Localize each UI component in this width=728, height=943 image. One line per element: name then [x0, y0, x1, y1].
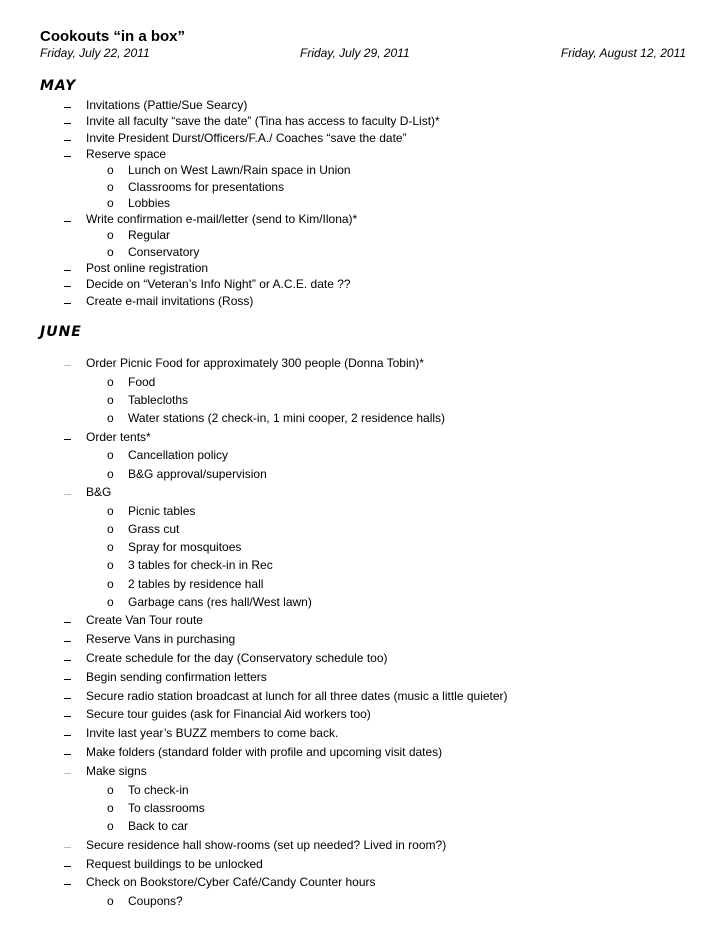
document-title: Cookouts “in a box” — [40, 28, 186, 45]
sub-bullet: o — [107, 411, 114, 426]
event-date-3: Friday, August 12, 2011 — [560, 46, 686, 60]
checkbox-line — [64, 357, 71, 366]
checklist-item: Invite President Durst/Officers/F.A./ Coaches “save the date” — [86, 130, 407, 145]
checklist-item: Create schedule for the day (Conservatory schedule too) — [86, 650, 388, 665]
checklist-item: Post online registration — [86, 261, 209, 275]
sub-bullet: o — [107, 801, 114, 816]
sub-bullet: o — [107, 783, 114, 797]
checklist-subitem: 3 tables for check-in in Rec — [128, 558, 273, 573]
checklist-item: Invite all faculty “save the date” (Tina has access to faculty D-List)* — [86, 114, 440, 129]
checkbox-line — [64, 278, 71, 287]
checkbox-line — [64, 765, 71, 774]
sub-bullet: o — [107, 594, 114, 609]
checklist-item: Create e-mail invitations (Ross) — [86, 293, 254, 308]
checklist-item: Begin sending confirmation letters — [86, 669, 267, 684]
checklist-item: Create Van Tour route — [86, 612, 203, 627]
sub-bullet: o — [107, 228, 114, 243]
checklist-subitem: To classrooms — [128, 801, 205, 816]
checklist-item: Secure tour guides (ask for Financial Aid workers too) — [86, 707, 371, 722]
checkbox-line — [64, 132, 71, 141]
checkbox-line — [64, 148, 71, 157]
checkbox-line — [64, 727, 71, 736]
checklist-item: Reserve space — [86, 146, 167, 161]
checkbox-line — [64, 431, 71, 440]
checkbox-line — [64, 99, 71, 108]
checklist-subitem: B&G approval/supervision — [128, 466, 267, 481]
checkbox-line — [64, 115, 71, 124]
event-date-1: Friday, July 22, 2011 — [40, 46, 150, 60]
sub-bullet: o — [107, 558, 114, 573]
checkbox-line — [64, 614, 71, 623]
sub-bullet: o — [107, 503, 114, 518]
checklist-item: Secure radio station broadcast at lunch for all three dates (music a little quieter) — [86, 688, 508, 703]
sub-bullet: o — [107, 819, 114, 834]
sub-bullet: o — [107, 576, 114, 591]
checklist-subitem: Garbage cans (res hall/West lawn) — [128, 594, 312, 609]
section-title-june: JUNE — [40, 324, 82, 340]
checklist-subitem: Lunch on West Lawn/Rain space in Union — [128, 163, 351, 178]
checkbox-line — [64, 690, 71, 699]
checklist-subitem: Classrooms for presentations — [128, 179, 285, 194]
sub-bullet: o — [107, 466, 114, 481]
checklist-subitem: Cancellation policy — [128, 448, 229, 463]
checklist-subitem: Food — [128, 374, 156, 389]
checklist-item: Secure residence hall show-rooms (set up needed? Lived in room?) — [86, 837, 447, 852]
checklist-item: Check on Bookstore/Cyber Café/Candy Counter hours — [86, 875, 376, 890]
event-date-2: Friday, July 29, 2011 — [300, 46, 410, 60]
sub-bullet: o — [107, 540, 114, 555]
sub-bullet: o — [107, 244, 114, 259]
checklist-subitem: Back to car — [128, 819, 189, 834]
checklist-subitem: 2 tables by residence hall — [128, 576, 264, 591]
checklist-subitem: Regular — [128, 228, 171, 243]
checkbox-line — [64, 671, 71, 680]
checklist-item: Make signs — [86, 764, 147, 779]
checklist-item: Invitations (Pattie/Sue Searcy) — [86, 98, 248, 112]
sub-bullet: o — [107, 374, 114, 389]
checkbox-line — [64, 486, 71, 495]
checklist-item: B&G — [86, 484, 112, 499]
checklist-item: Write confirmation e-mail/letter (send to Kim/Ilona)* — [86, 212, 358, 227]
checklist-subitem: Conservatory — [128, 244, 200, 259]
sub-bullet: o — [107, 179, 114, 194]
sub-bullet: o — [107, 894, 114, 909]
sub-bullet: o — [107, 521, 114, 536]
checkbox-line — [64, 652, 71, 661]
checklist-item: Request buildings to be unlocked — [86, 856, 263, 871]
checklist-subitem: Spray for mosquitoes — [128, 540, 242, 555]
checkbox-line — [64, 213, 71, 222]
checkbox-line — [64, 876, 71, 885]
checklist-item: Invite last year’s BUZZ members to come back. — [86, 726, 339, 741]
sub-bullet: o — [107, 195, 114, 210]
checklist-subitem: Grass cut — [128, 521, 180, 536]
checklist-item: Decide on “Veteran’s Info Night” or A.C.E. date ?? — [86, 277, 351, 292]
checklist-item: Make folders (standard folder with profile and upcoming visit dates) — [86, 745, 443, 760]
checklist-item: Order tents* — [86, 429, 151, 444]
checklist-subitem: Picnic tables — [128, 503, 196, 518]
checkbox-line — [64, 858, 71, 867]
checklist-subitem: Water stations (2 check-in, 1 mini cooper, 2 residence halls) — [128, 411, 446, 426]
checklist-subitem: Lobbies — [128, 195, 171, 210]
checkbox-line — [64, 746, 71, 755]
checklist-subitem: Coupons? — [128, 894, 183, 909]
checklist-item: Reserve Vans in purchasing — [86, 631, 236, 646]
checklist-item: Order Picnic Food for approximately 300 people (Donna Tobin)* — [86, 356, 424, 370]
section-title-may: MAY — [40, 78, 77, 94]
sub-bullet: o — [107, 163, 114, 178]
checkbox-line — [64, 708, 71, 717]
checkbox-line — [64, 262, 71, 271]
sub-bullet: o — [107, 448, 114, 463]
checkbox-line — [64, 295, 71, 304]
sub-bullet: o — [107, 393, 114, 408]
checkbox-line — [64, 633, 71, 642]
checklist-subitem: To check-in — [128, 783, 189, 797]
checkbox-line — [64, 839, 71, 848]
checklist-subitem: Tablecloths — [128, 393, 189, 408]
